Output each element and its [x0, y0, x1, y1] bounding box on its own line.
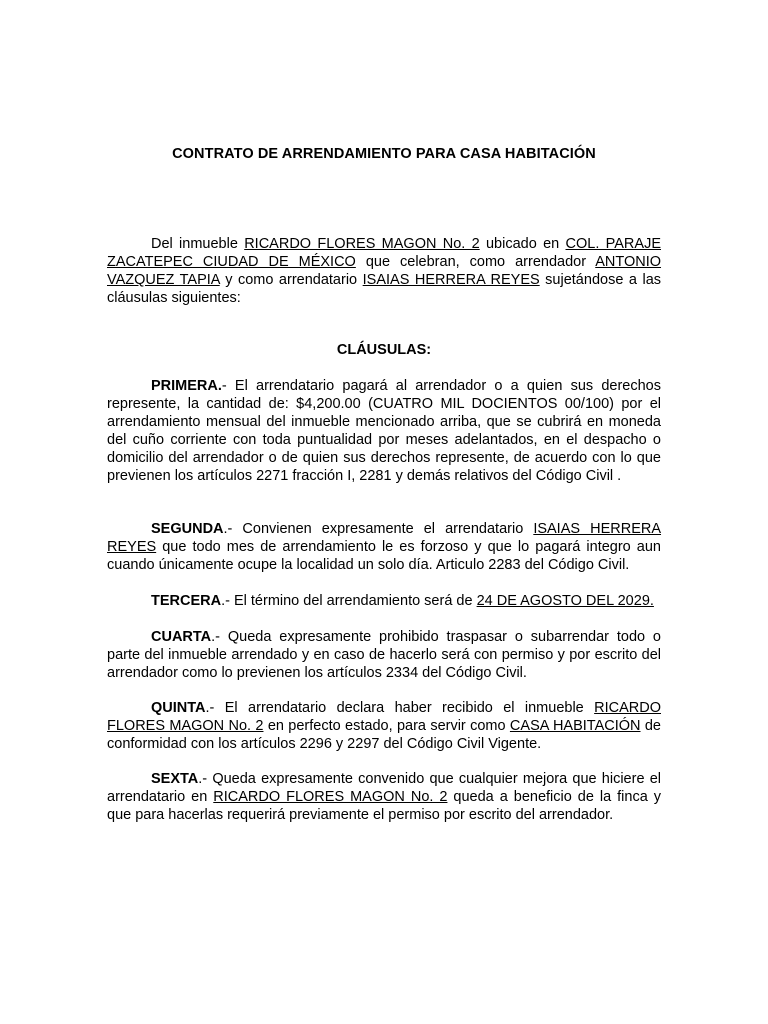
intro-paragraph [107, 236, 661, 308]
intro-text-4: y como arrendatario [219, 271, 363, 288]
clause-quinta-text-1: .- El arrendatario declara haber recibido el inmueble [205, 700, 595, 716]
clause-sexta-property: RICARDO FLORES MAGON No. 2 [213, 788, 448, 805]
clause-cuarta-text: .- Queda expresamente prohibido traspasar o subarrendar todo o parte del inmueble arrendado y en caso de hacerlo será con permiso y por escrito del arrendador como lo previenen los artículos 2334 del Código Civil. [107, 629, 661, 681]
intro-text-2: ubicado en [479, 236, 566, 252]
clause-segunda [107, 521, 661, 575]
clause-cuarta [107, 629, 661, 683]
intro-text-5: sujetándose a las cláusulas siguientes: [107, 271, 662, 306]
clause-sexta-text-2: queda a beneficio de la finca y que para hacerlas requerirá previamente el permiso por escrito del arrendador. [107, 788, 661, 823]
property-location: COL. PARAJE ZACATEPEC CIUDAD DE MÉXICO [107, 236, 661, 270]
clause-quinta-text-3: de conformidad con los artículos 2296 y 2297 del Código Civil Vigente. [107, 717, 661, 752]
clause-segunda-label: SEGUNDA [151, 521, 224, 537]
clause-primera-text: - El arrendatario pagará al arrendador o a quien sus derechos represente, la cantidad de: $4,200.00 (CUATRO MIL DOCIENTOS 00/100) por el arrendamiento mensual del inmueble mencionado arriba, que se cubrirá en moneda del cuño corriente con toda puntualidad por meses adelantados, en el despacho o domicilio del arrendador o de quien sus derechos represente, de acuerdo con lo que previenen los artículos 2271 fracción I, 2281 y demás relativos del Código Civil . [107, 378, 661, 484]
document-title: CONTRATO DE ARRENDAMIENTO PARA CASA HABITACIÓN [172, 146, 596, 162]
tenant-name: ISAIAS HERRERA REYES [362, 271, 540, 288]
intro-text-1: Del inmueble [151, 236, 245, 252]
clauses-heading: CLÁUSULAS: [336, 342, 432, 358]
clause-segunda-tenant: ISAIAS HERRERA REYES [107, 521, 662, 555]
intro-text-3: que celebran, como arrendador [355, 253, 596, 270]
clause-primera [107, 378, 661, 485]
landlord-name: ANTONIO VAZQUEZ TAPIA [107, 253, 662, 288]
clause-segunda-text-1: .- Convienen expresamente el arrendatario [223, 521, 534, 537]
clause-cuarta-label: CUARTA [151, 629, 212, 645]
clause-quinta [107, 700, 661, 754]
clause-sexta-label: SEXTA [151, 771, 199, 787]
clause-quinta-label: QUINTA [151, 700, 206, 716]
clause-tercera-label: TERCERA [151, 593, 222, 609]
property-address: RICARDO FLORES MAGON No. 2 [244, 236, 480, 252]
clause-quinta-text-2: en perfecto estado, para servir como [263, 717, 510, 734]
clause-tercera-text: .- El término del arrendamiento será de [221, 593, 477, 609]
clause-quinta-property: RICARDO FLORES MAGON No. 2 [107, 700, 661, 734]
clause-primera-label: PRIMERA. [151, 378, 222, 394]
clause-quinta-use: CASA HABITACIÓN [509, 717, 641, 734]
clause-sexta-text-1: .- Queda expresamente convenido que cualquier mejora que hiciere el arrendatario en [107, 771, 661, 805]
clause-segunda-text-2: que todo mes de arrendamiento le es forzoso y que lo pagará integro aun cuando únicamente ocupe la localidad un solo día. Articulo 2283 del Código Civil. [107, 538, 661, 573]
clause-tercera-date: 24 DE AGOSTO DEL 2029. [476, 593, 654, 609]
clause-sexta [107, 771, 661, 825]
clause-tercera [107, 593, 661, 611]
